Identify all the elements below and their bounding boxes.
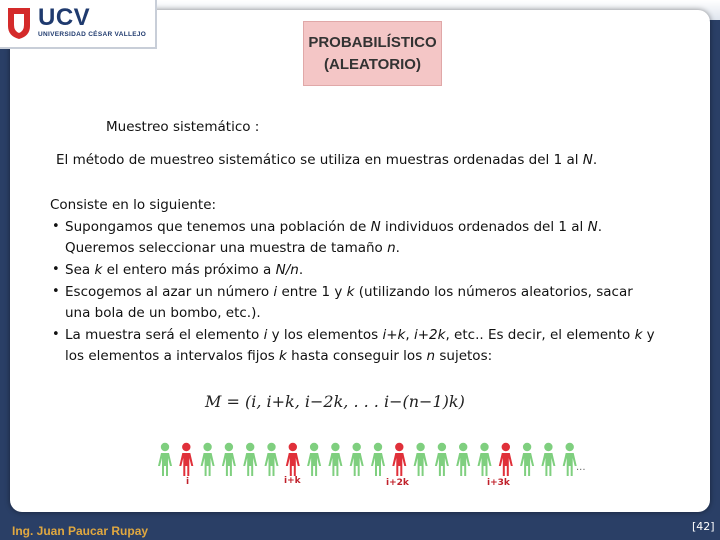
bullet-marker: •	[52, 219, 60, 234]
title-line-1: PROBABILÍSTICO	[308, 33, 437, 51]
label-i: i	[186, 477, 190, 487]
title-line-2: (ALEATORIO)	[324, 55, 421, 73]
person-icon	[222, 443, 236, 476]
person-icon	[371, 443, 385, 476]
intro-paragraph: El método de muestreo sistemático se utiliza en muestras ordenadas del 1 al N.	[56, 152, 598, 168]
person-icon	[350, 443, 364, 476]
bullet-3-line-2: una bola de un bombo, etc.).	[65, 305, 261, 321]
person-icon	[520, 443, 534, 476]
person-icon	[201, 443, 215, 476]
bullet-marker: •	[52, 262, 60, 277]
label-i-plus-2k: i+2k	[386, 478, 409, 488]
person-icon	[158, 443, 172, 476]
bullet-2: Sea k el entero más próximo a N/n.	[65, 262, 304, 278]
slide-title	[303, 21, 442, 86]
selected-person-icon	[392, 443, 406, 476]
bullet-1-line-1: Supongamos que tenemos una población de N individuos ordenados del 1 al N.	[65, 219, 602, 235]
bullet-marker: •	[52, 327, 60, 342]
section-heading: Muestreo sistemático :	[106, 119, 260, 135]
logo-name: UCV	[38, 4, 91, 31]
person-icon	[243, 443, 257, 476]
selected-person-icon	[499, 443, 513, 476]
label-i-plus-3k: i+3k	[487, 478, 510, 488]
bullet-4-line-2: los elementos a intervalos fijos k hasta conseguir los n sujetos:	[65, 348, 493, 364]
bullet-4-line-1: La muestra será el elemento i y los elementos i+k, i+2k, etc.. Es decir, el elemento k y	[65, 327, 655, 343]
selected-person-icon	[286, 443, 300, 476]
figure-ellipsis: ...	[576, 462, 586, 473]
footer-author: Ing. Juan Paucar Rupay	[12, 524, 149, 538]
person-icon	[478, 443, 492, 476]
person-icon	[541, 443, 555, 476]
person-icon	[435, 443, 449, 476]
ucv-shield-icon	[6, 6, 32, 40]
sample-formula: M = (i, i+k, i−2k, . . . i−(n−1)k)	[205, 392, 465, 411]
person-icon	[456, 443, 470, 476]
person-icon	[414, 443, 428, 476]
person-icon	[328, 443, 342, 476]
person-icon	[265, 443, 279, 476]
page-number: [42]	[692, 520, 715, 533]
person-icon	[563, 443, 577, 476]
selected-person-icon	[179, 443, 193, 476]
bullet-3-line-1: Escogemos al azar un número i entre 1 y k (utilizando los números aleatorios, sacar	[65, 284, 633, 300]
label-i-plus-k: i+k	[284, 476, 301, 486]
bullet-marker: •	[52, 284, 60, 299]
logo-subtitle: UNIVERSIDAD CÉSAR VALLEJO	[38, 31, 147, 38]
systematic-sample-figure	[158, 440, 598, 490]
person-icon	[307, 443, 321, 476]
bullet-1-line-2: Queremos seleccionar una muestra de tamaño n.	[65, 240, 400, 256]
ucv-logo	[0, 0, 157, 49]
consiste-heading: Consiste en lo siguiente:	[50, 197, 217, 213]
